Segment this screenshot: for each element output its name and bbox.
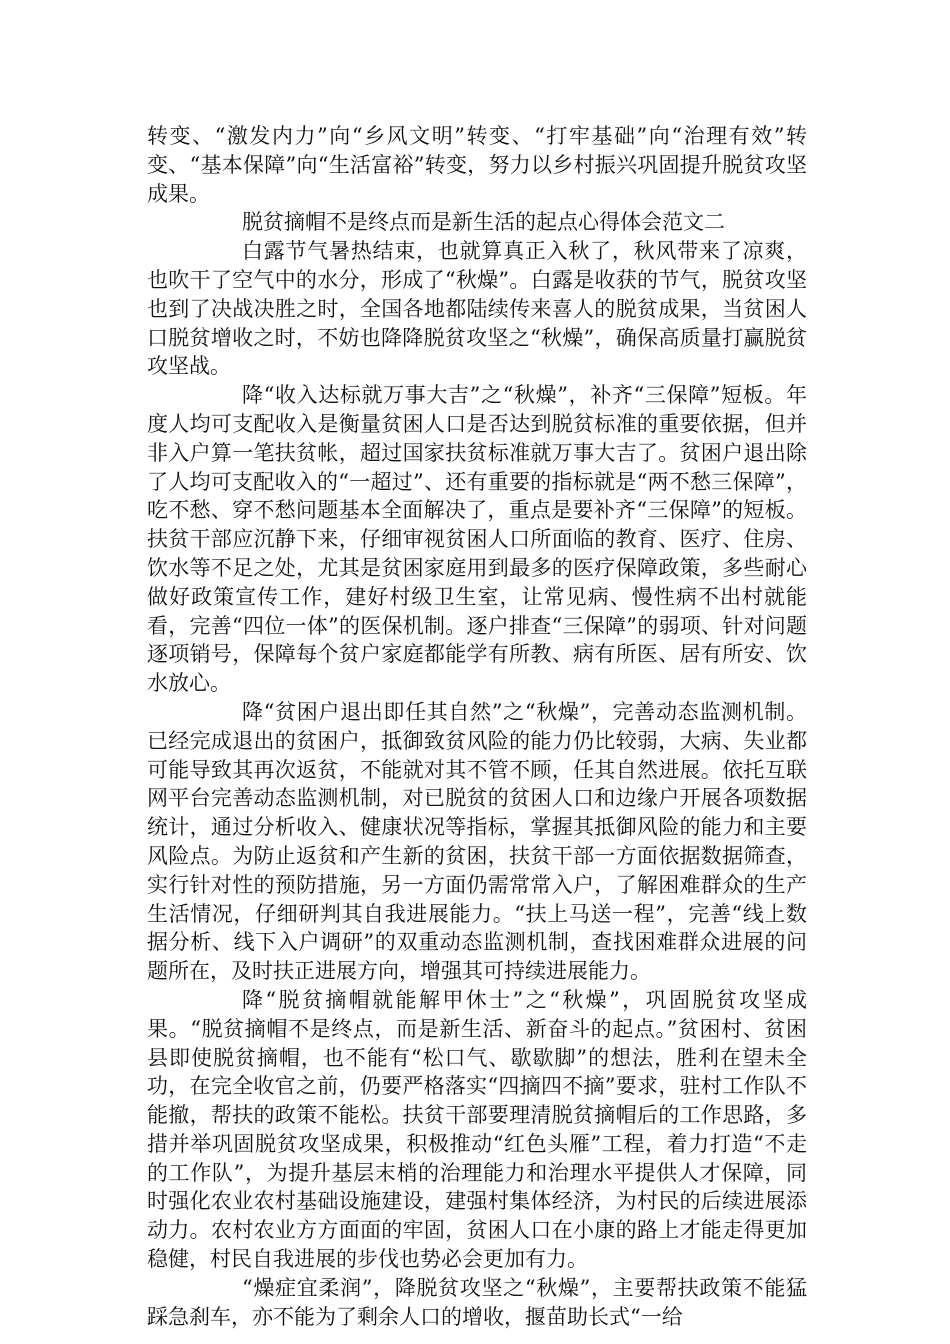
document-body — [147, 122, 807, 1331]
paragraph-consolidate-results: 降“脱贫摘帽就能解甲休士”之“秋燥”，巩固脱贫攻坚成果。“脱贫摘帽不是终点，而是新生活、新奋斗的起点。”贫困村、贫困县即使脱贫摘帽，也不能有“松口气、歇歇脚”的想法，胜利在望未全功，在完全收官之前，仍要严格落实“四摘四不摘”要求，驻村工作队不能撤，帮扶的政策不能松。扶贫干部要理清脱贫摘帽后的工作思路，多措并举巩固脱贫攻坚成果，积极推动“红色头雁”工程，着力打造“不走的工作队”，为提升基层末梢的治理能力和治理水平提供人才保障，同时强化农业农村基础设施建设，建强村集体经济，为村民的后续进展添动力。农村农业方方面面的牢固，贫困人口在小康的路上才能走得更加稳健，村民自我进展的步伐也势必会更加有力。 — [147, 987, 807, 1272]
paragraph-intro: 白露节气暑热结束，也就算真正入秋了，秋风带来了凉爽，也吹干了空气中的水分，形成了“秋燥”。白露是收获的节气，脱贫攻坚也到了决战决胜之时，全国各地都陆续传来喜人的脱贫成果，当贫困人口脱贫增收之时，不妨也降降脱贫攻坚之“秋燥”，确保高质量打赢脱贫攻坚战。 — [147, 239, 807, 379]
paragraph-three-guarantees: 降“收入达标就万事大吉”之“秋燥”，补齐“三保障”短板。年度人均可支配收入是衡量贫困人口是否达到脱贫标准的重要依据，但并非入户算一笔扶贫帐，超过国家扶贫标准就万事大吉了。贫困户退出除了人均可支配收入的“一超过”、还有重要的指标就是“两不愁三保障”，吃不愁、穿不愁问题基本全面解决了，重点是要补齐“三保障”的短板。扶贫干部应沉静下来，仔细审视贫困人口所面临的教育、医疗、住房、饮水等不足之处，尤其是贫困家庭用到最多的医疗保障政策，多些耐心做好政策宣传工作，建好村级卫生室，让常见病、慢性病不出村就能看，完善“四位一体”的医保机制。逐户排查“三保障”的弱项、针对问题逐项销号，保障每个贫户家庭都能学有所教、病有所医、居有所安、饮水放心。 — [147, 383, 807, 696]
paragraph-closing: “燥症宜柔润”，降脱贫攻坚之“秋燥”，主要帮扶政策不能猛踩急刹车，亦不能为了剩余人口的增收，揠苗助长式“一给 — [147, 1275, 807, 1329]
paragraph-dynamic-monitoring: 降“贫困户退出即任其自然”之“秋燥”，完善动态监测机制。已经完成退出的贫困户，抵御致贫风险的能力仍比较弱，大病、失业都可能导致其再次返贫，不能就对其不管不顾，任其自然进展。依托互联网平台完善动态监测机制，对已脱贫的贫困人口和边缘户开展各项数据统计，通过分析收入、健康状况等指标，掌握其抵御风险的能力和主要风险点。为防止返贫和产生新的贫困，扶贫干部一方面依据数据筛查，实行针对性的预防措施，另一方面仍需常常入户，了解困难群众的生产生活情况，仔细研判其自我进展能力。“扶上马送一程”，完善“线上数据分析、线下入户调研”的双重动态监测机制，查找困难群众进展的问题所在，及时扶正进展方向，增强其可持续进展能力。 — [147, 699, 807, 984]
paragraph-continuation: 转变、“激发内力”向“乡风文明”转变、“打牢基础”向“治理有效”转变、“基本保障”向“生活富裕”转变，努力以乡村振兴巩固提升脱贫攻坚成果。 — [147, 124, 807, 206]
essay-title: 脱贫摘帽不是终点而是新生活的起点心得体会范文二 — [242, 210, 725, 235]
